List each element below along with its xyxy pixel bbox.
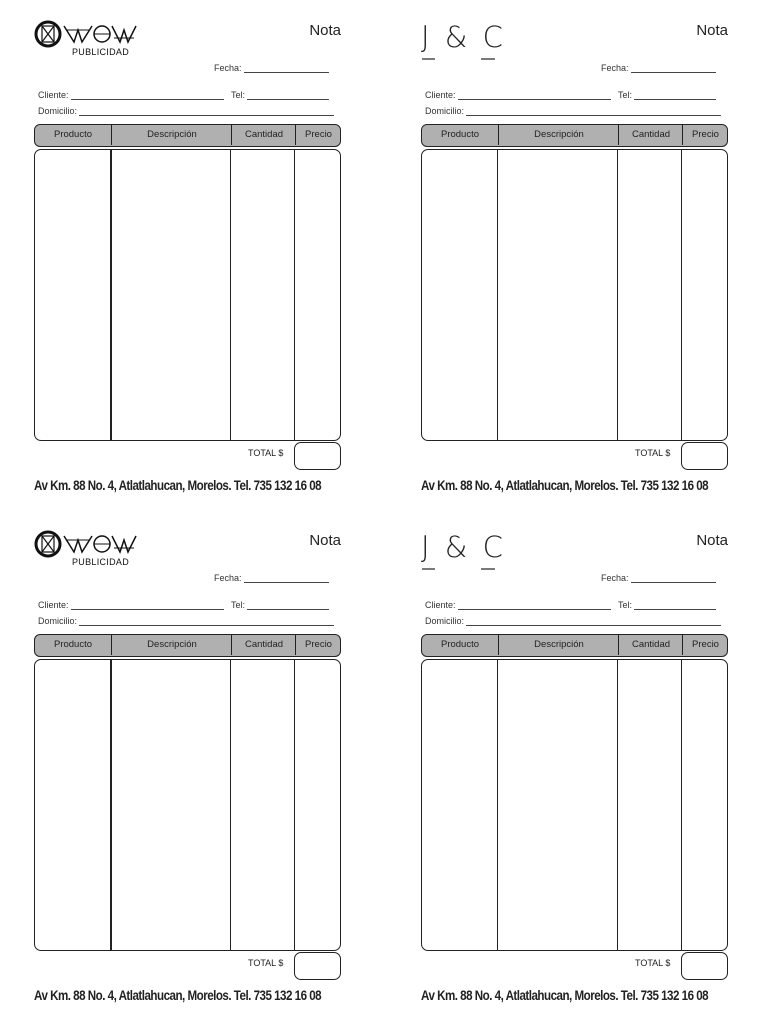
column-divider [497,660,498,950]
jc-logo-underline-icon [421,530,521,574]
domicilio-field[interactable] [38,106,334,116]
fecha-label: Fecha: [214,573,242,583]
wow-logo [34,530,174,574]
column-divider [110,660,112,950]
tel-field[interactable] [231,600,329,610]
total-box[interactable] [681,442,728,470]
nota-title: Nota [309,532,341,549]
column-header-producto: Producto [53,639,93,650]
wow-logo-icon [34,20,144,50]
wow-logo [34,20,174,64]
domicilio-line [79,617,334,626]
note-form-wow-top [34,20,344,500]
fecha-line [244,64,329,73]
address-footer: Av Km. 88 No. 4, Atlatlahucan, Morelos. Tel. 735 132 16 08 [34,988,322,1003]
domicilio-field[interactable] [38,616,334,626]
table-body[interactable] [421,149,728,441]
tel-line [634,91,716,100]
tel-label: Tel: [231,90,246,100]
column-header-precio: Precio [682,635,728,655]
nota-title: Nota [696,532,728,549]
column-divider [230,660,231,950]
note-form-wow-bottom [34,530,344,1010]
column-header-cantidad: Cantidad [618,125,683,145]
domicilio-field[interactable] [425,616,721,626]
column-header-precio: Precio [295,125,341,145]
logo-subtext: PUBLICIDAD [72,557,130,567]
column-divider [617,150,618,440]
column-header-descripcion: Descripción [498,635,619,655]
table-body[interactable] [34,149,341,441]
total-label: TOTAL $ [635,958,671,968]
total-box[interactable] [681,952,728,980]
jc-logo [421,530,521,574]
tel-label: Tel: [231,600,246,610]
fecha-line [631,64,716,73]
fecha-field[interactable] [214,63,329,73]
column-header-cantidad: Cantidad [618,635,683,655]
wow-logo-icon [34,530,144,560]
fecha-field[interactable] [601,573,716,583]
address-footer: Av Km. 88 No. 4, Atlatlahucan, Morelos. Tel. 735 132 16 08 [421,988,709,1003]
tel-field[interactable] [231,90,329,100]
jc-logo [421,20,521,64]
column-divider [294,150,295,440]
domicilio-field[interactable] [425,106,721,116]
tel-field[interactable] [618,90,716,100]
fecha-line [631,574,716,583]
total-label: TOTAL $ [248,958,284,968]
column-header-producto: Producto [440,129,480,140]
note-form-jc-top [421,20,731,500]
tel-line [247,601,329,610]
column-divider [110,150,112,440]
nota-title: Nota [309,22,341,39]
column-header-descripcion: Descripción [111,635,232,655]
cliente-label: Cliente: [38,600,69,610]
jc-logo-text: J & C [421,530,506,564]
domicilio-line [79,107,334,116]
jc-logo-text: J & C [421,20,506,54]
fecha-field[interactable] [601,63,716,73]
column-header-descripcion: Descripción [498,125,619,145]
jc-logo-underline-icon [421,20,521,64]
column-header-producto: Producto [440,639,480,650]
domicilio-label: Domicilio: [38,106,78,116]
cliente-line [458,91,611,100]
total-box[interactable] [294,442,341,470]
column-header-cantidad: Cantidad [231,635,296,655]
table-header [421,634,728,657]
column-header-precio: Precio [682,125,728,145]
fecha-label: Fecha: [214,63,242,73]
column-header-precio: Precio [295,635,341,655]
total-label: TOTAL $ [635,448,671,458]
column-header-cantidad: Cantidad [231,125,296,145]
note-form-jc-bottom [421,530,731,1010]
tel-label: Tel: [618,90,633,100]
column-divider [497,150,498,440]
cliente-label: Cliente: [425,600,456,610]
address-footer: Av Km. 88 No. 4, Atlatlahucan, Morelos. Tel. 735 132 16 08 [421,478,709,493]
table-header [421,124,728,147]
nota-title: Nota [696,22,728,39]
total-box[interactable] [294,952,341,980]
fecha-line [244,574,329,583]
fecha-field[interactable] [214,573,329,583]
column-header-producto: Producto [53,129,93,140]
domicilio-line [466,617,721,626]
cliente-field[interactable] [425,90,611,100]
table-header [34,634,341,657]
domicilio-label: Domicilio: [425,616,465,626]
fecha-label: Fecha: [601,63,629,73]
column-header-descripcion: Descripción [111,125,232,145]
column-divider [294,660,295,950]
tel-field[interactable] [618,600,716,610]
total-label: TOTAL $ [248,448,284,458]
column-divider [681,660,682,950]
cliente-field[interactable] [38,600,224,610]
table-header [34,124,341,147]
column-divider [681,150,682,440]
tel-line [247,91,329,100]
cliente-label: Cliente: [38,90,69,100]
logo-subtext: PUBLICIDAD [72,47,130,57]
cliente-line [71,91,224,100]
domicilio-label: Domicilio: [38,616,78,626]
domicilio-line [466,107,721,116]
tel-label: Tel: [618,600,633,610]
cliente-field[interactable] [38,90,224,100]
fecha-label: Fecha: [601,573,629,583]
cliente-line [71,601,224,610]
column-divider [617,660,618,950]
cliente-label: Cliente: [425,90,456,100]
address-footer: Av Km. 88 No. 4, Atlatlahucan, Morelos. Tel. 735 132 16 08 [34,478,322,493]
cliente-field[interactable] [425,600,611,610]
table-body[interactable] [34,659,341,951]
table-body[interactable] [421,659,728,951]
column-divider [230,150,231,440]
cliente-line [458,601,611,610]
domicilio-label: Domicilio: [425,106,465,116]
tel-line [634,601,716,610]
